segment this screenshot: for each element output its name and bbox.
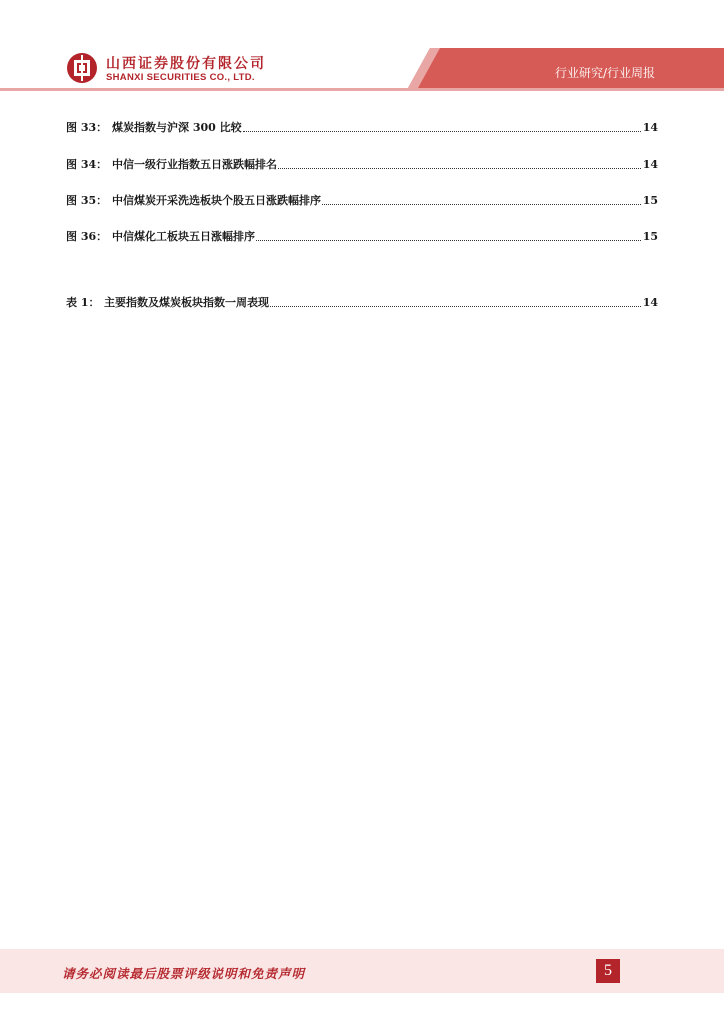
toc-leader-dots: [278, 167, 641, 169]
toc-entry-figure-34[interactable]: [66, 152, 658, 172]
toc-leader-dots: [322, 203, 641, 205]
toc-leader-dots: [243, 130, 641, 132]
logo-emblem-icon: [66, 52, 98, 84]
toc-entry-number: 图 35：: [66, 194, 108, 207]
toc-entry-title: 主要指数及煤炭板块指数一周表现: [104, 296, 269, 309]
toc-entry-figure-36[interactable]: [66, 224, 658, 244]
toc-entry-number: 图 36：: [66, 230, 108, 243]
toc-entry-number: 图 33：: [66, 121, 108, 134]
company-name-en: SHANXI SECURITIES CO., LTD.: [106, 72, 255, 83]
toc-entry-title: 中信煤化工板块五日涨幅排序: [112, 230, 255, 243]
toc-leader-dots: [270, 305, 641, 307]
toc-entry-title: 中信煤炭开采洗选板块个股五日涨跌幅排序: [112, 194, 321, 207]
page-number: 5: [596, 959, 620, 983]
toc-entry-page: 15: [642, 230, 658, 243]
company-name-cn: 山西证券股份有限公司: [106, 56, 266, 72]
toc-leader-dots: [256, 239, 641, 241]
toc-entry-title: 煤炭指数与沪深 300 比较: [112, 121, 242, 134]
toc-entry-figure-33[interactable]: [66, 115, 658, 135]
disclaimer-notice: 请务必阅读最后股票评级说明和免责声明: [62, 966, 306, 981]
toc-entry-page: 15: [642, 194, 658, 207]
toc-entry-number: 图 34：: [66, 158, 108, 171]
toc-entry-page: 14: [642, 121, 658, 134]
toc-entry-figure-35[interactable]: [66, 188, 658, 208]
page-header: [0, 0, 724, 100]
report-type-label: 行业研究/行业周报: [554, 66, 656, 80]
toc-entry-page: 14: [642, 158, 658, 171]
company-logo: [66, 52, 266, 86]
toc-entry-title: 中信一级行业指数五日涨跌幅排名: [112, 158, 277, 171]
toc-entry-page: 14: [642, 296, 658, 309]
toc-entry-number: 表 1：: [66, 296, 100, 309]
toc-entry-table-1[interactable]: [66, 290, 658, 310]
